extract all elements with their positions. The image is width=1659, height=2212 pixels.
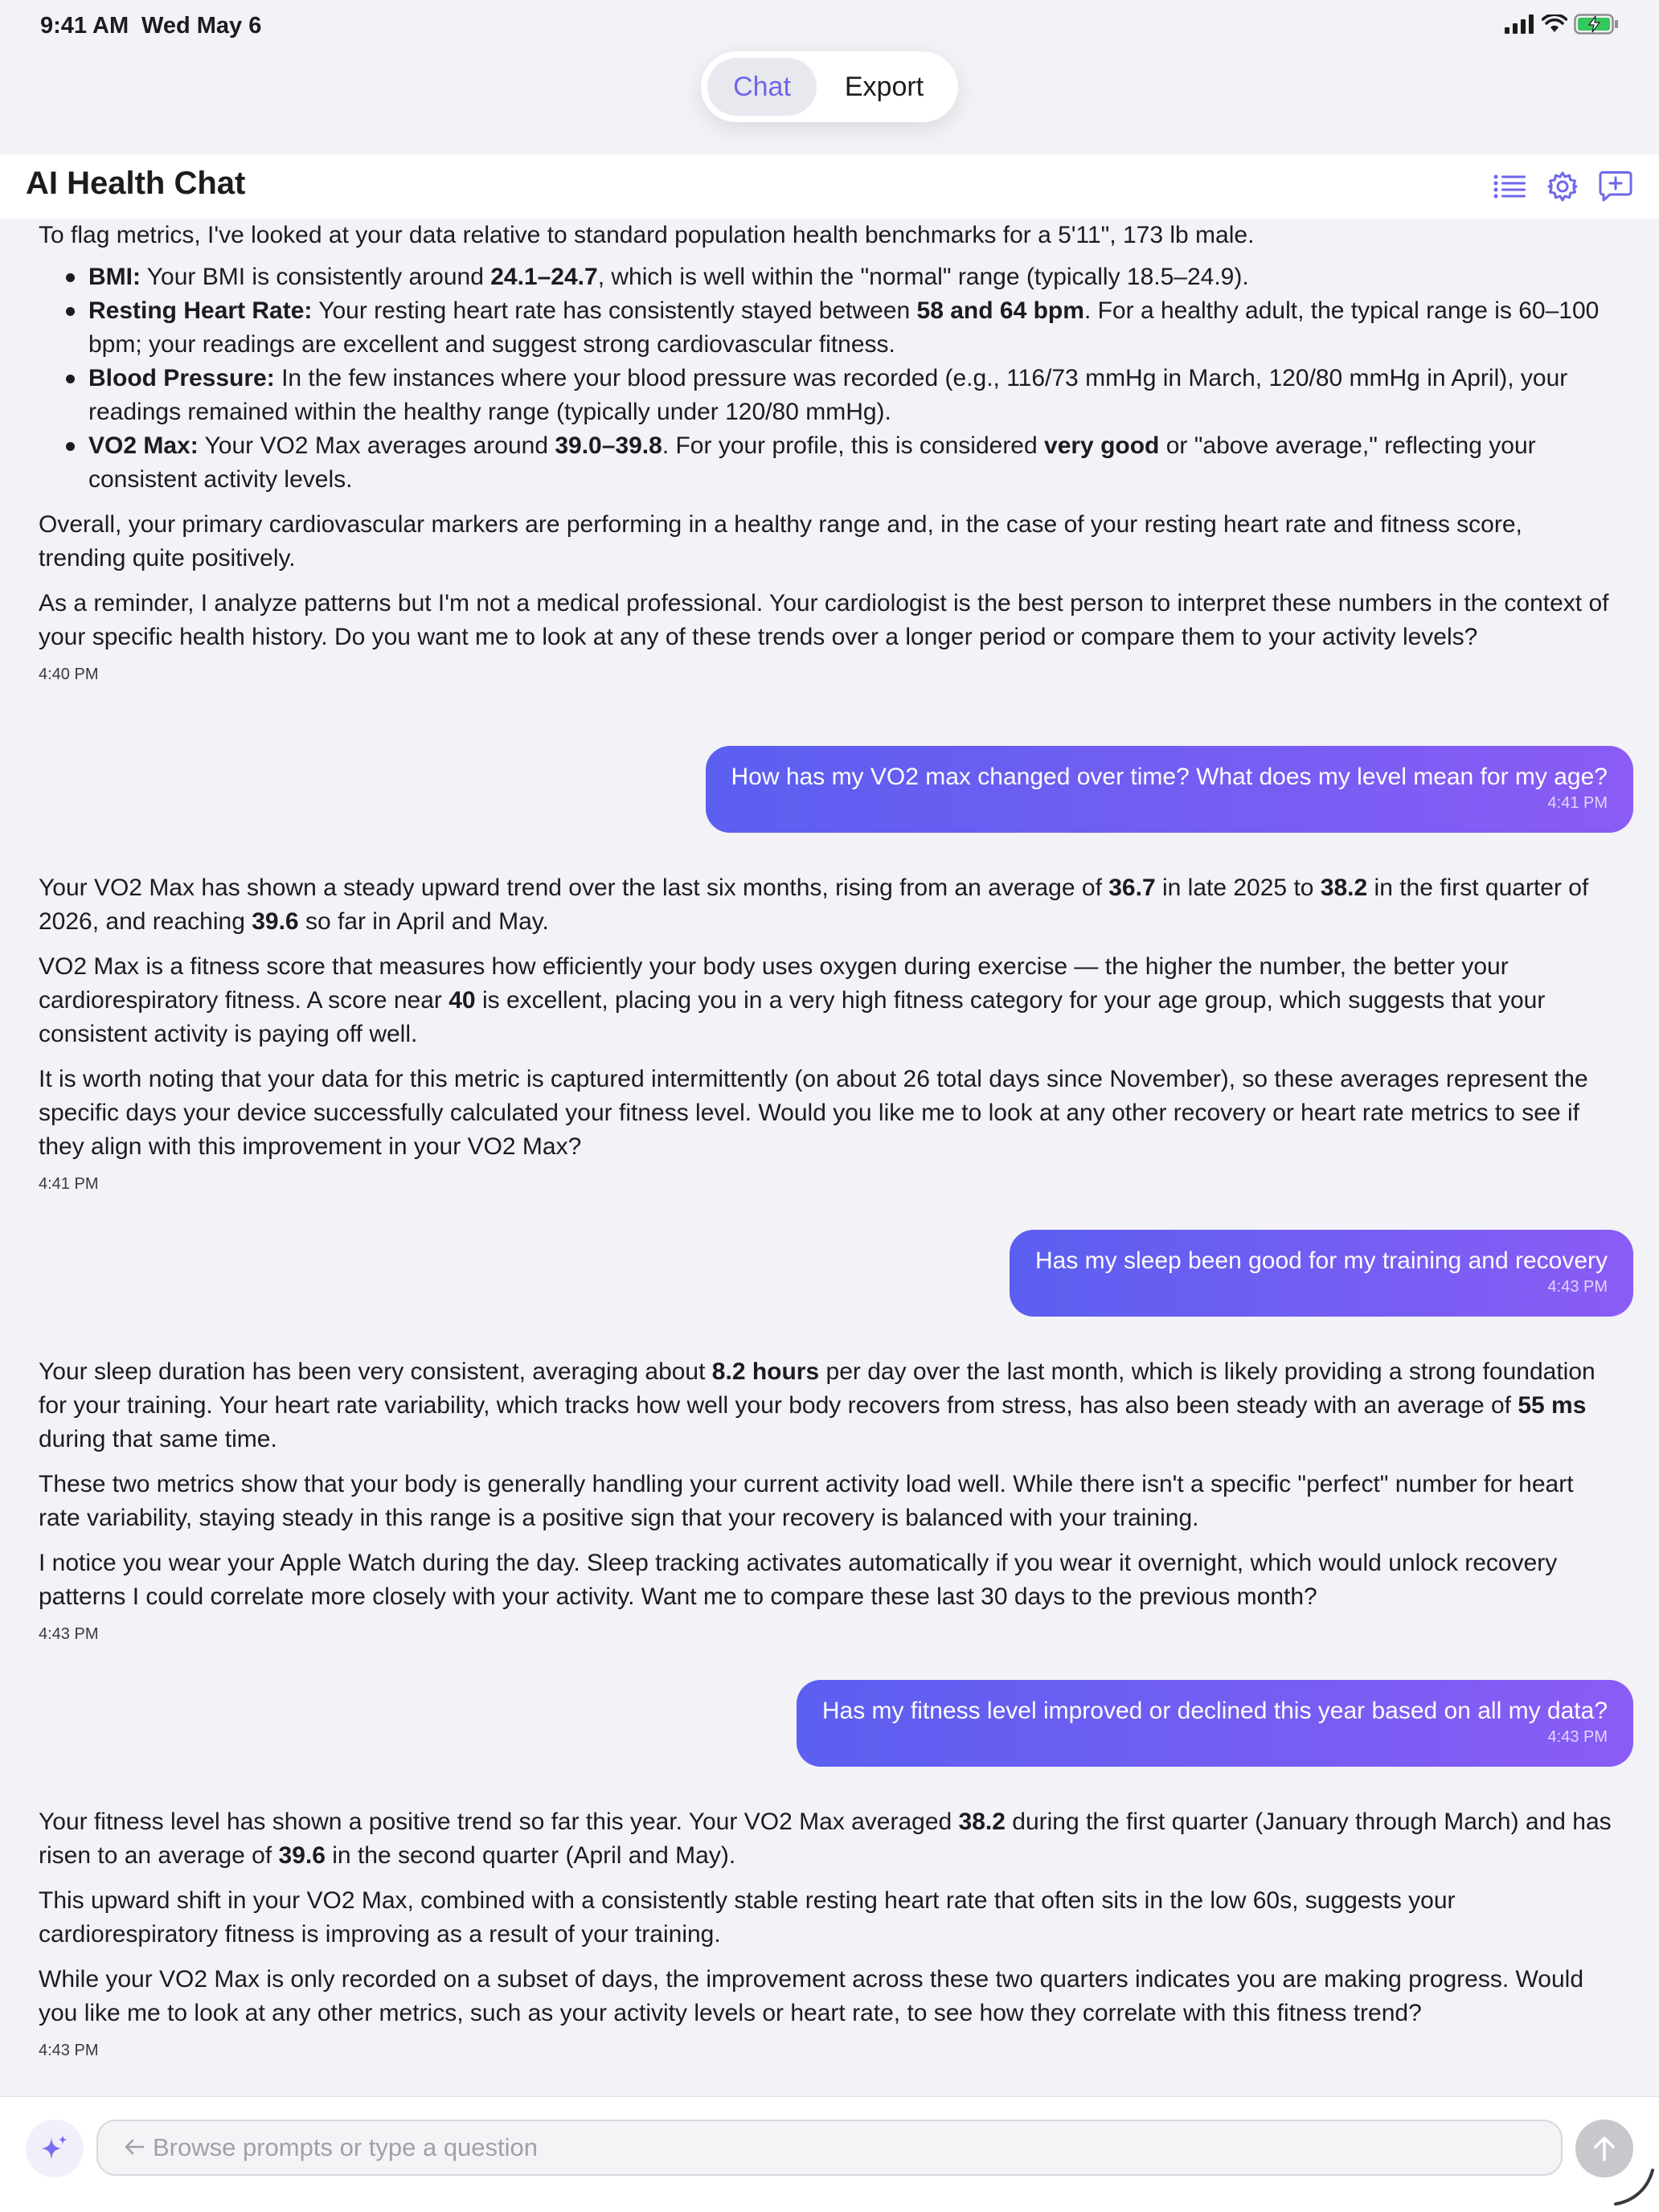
message-timestamp: 4:40 PM	[39, 666, 99, 683]
message-paragraph: As a reminder, I analyze patterns but I'm not a medical professional. Your cardiologist is the best person to interpret these numbers in the context of your specific health history. Do you want me to look at any of these trends over a longer period or compare them to your activity levels?	[39, 590, 1609, 650]
chat-header	[0, 154, 1659, 219]
input-placeholder: Browse prompts or type a question	[153, 2133, 539, 2161]
assistant-message	[39, 1355, 1614, 1651]
message-paragraph: To flag metrics, I've looked at your data relative to standard population health benchmarks for a 5'11", 173 lb male.	[39, 222, 1255, 248]
header-actions	[1492, 169, 1633, 204]
list-item: Resting Heart Rate: Your resting heart rate has consistently stayed between 58 and 64 bpm. For a healthy adult, the typical range is 60–100 bpm; your readings are excellent and suggest strong cardiovascular fitness.	[39, 294, 1614, 362]
message-timestamp: 4:41 PM	[39, 1175, 99, 1193]
message-paragraph: Your VO2 Max has shown a steady upward trend over the last six months, rising from an average of 36.7 in late 2025 to 38.2 in the first quarter of 2026, and reaching 39.6 so far in April and May.	[39, 875, 1589, 935]
arrow-up-icon	[1591, 2134, 1617, 2163]
battery-icon	[1574, 14, 1619, 35]
message-timestamp: 4:43 PM	[1547, 1278, 1608, 1296]
status-time: 9:41 AM	[40, 13, 129, 39]
message-timestamp: 4:43 PM	[1547, 1728, 1608, 1746]
sparkle-icon	[39, 2132, 71, 2165]
settings-button[interactable]	[1545, 169, 1580, 204]
new-chat-button[interactable]	[1598, 169, 1633, 204]
page-title: AI Health Chat	[26, 166, 246, 201]
message-paragraph: Your fitness level has shown a positive trend so far this year. Your VO2 Max averaged 38.2 during the first quarter (January through March) and has risen to an average of 39.6 in the second quarter (April and May).	[39, 1809, 1612, 1869]
message-paragraph: While your VO2 Max is only recorded on a subset of days, the improvement across these two quarters indicates you are making progress. Would you like me to look at any other metrics, such as your activity levels or heart rate, to see how they correlate with this fitness trend?	[39, 1966, 1584, 2026]
user-message	[797, 1680, 1633, 1767]
composer-bar	[0, 2096, 1659, 2212]
metric-list	[39, 260, 1614, 497]
chat-list-button[interactable]	[1492, 169, 1527, 204]
user-message-text: Has my sleep been good for my training and recovery	[1034, 1247, 1608, 1274]
signal-icon	[1505, 14, 1535, 34]
tab-chat[interactable]: Chat	[707, 58, 817, 116]
status-date: Wed May 6	[141, 13, 262, 39]
tab-export[interactable]: Export	[844, 71, 924, 102]
assistant-message	[39, 871, 1614, 1201]
assistant-message	[39, 1805, 1614, 2067]
list-item: Blood Pressure: In the few instances where your blood pressure was recorded (e.g., 116/73 mmHg in March, 120/80 mmHg in April), your readings remained within the healthy range (typically under 120/80 mmHg).	[39, 362, 1614, 429]
list-item: BMI: Your BMI is consistently around 24.1–24.7, which is well within the "normal" range (typically 18.5–24.9).	[39, 260, 1614, 294]
user-message-text: How has my VO2 max changed over time? What does my level mean for my age?	[731, 764, 1608, 790]
chat-transcript[interactable]	[0, 219, 1659, 2096]
message-paragraph: It is worth noting that your data for this metric is captured intermittently (on about 26 total days since November), so these averages represent the specific days your device successfully calculated your fitness level. Would you like me to look at any other recovery or heart rate metrics to see if they align with this improvement in your VO2 Max?	[39, 1066, 1588, 1160]
wifi-icon	[1542, 14, 1567, 34]
chat-export-switcher	[701, 51, 958, 122]
message-paragraph: VO2 Max is a fitness score that measures how efficiently your body uses oxygen during exercise — the higher the number, the better your cardiorespiratory fitness. A score near 40 is excellent, placing you in a very high fitness category for your age group, which suggests that your consistent activity is paying off well.	[39, 953, 1546, 1047]
message-timestamp: 4:43 PM	[39, 1625, 99, 1643]
user-message	[706, 746, 1633, 833]
user-message	[1010, 1230, 1633, 1317]
message-input[interactable]	[96, 2120, 1563, 2176]
status-icons	[1505, 14, 1619, 35]
assistant-message	[39, 219, 1614, 691]
list-icon	[1493, 174, 1526, 199]
message-paragraph: Your sleep duration has been very consistent, averaging about 8.2 hours per day over the last month, which is likely providing a strong foundation for your training. Your heart rate variability, which tracks how well your body recovers from stress, has also been steady with an average of 55 ms during that same time.	[39, 1358, 1596, 1452]
arrow-left-icon	[124, 2133, 145, 2162]
gear-icon	[1546, 170, 1579, 203]
user-message-text: Has my fitness level improved or declined this year based on all my data?	[821, 1698, 1608, 1724]
list-item: VO2 Max: Your VO2 Max averages around 39.0–39.8. For your profile, this is considered very good or "above average," reflecting your consistent activity levels.	[39, 429, 1614, 497]
message-paragraph: This upward shift in your VO2 Max, combined with a consistently stable resting heart rate that often sits in the low 60s, suggests your cardiorespiratory fitness is improving as a result of your training.	[39, 1887, 1456, 1948]
message-paragraph: I notice you wear your Apple Watch during the day. Sleep tracking activates automatically if you wear it overnight, which would unlock recovery patterns I could correlate more closely with your activity. Want me to compare these last 30 days to the previous month?	[39, 1550, 1558, 1610]
message-paragraph: These two metrics show that your body is generally handling your current activity load well. While there isn't a specific "perfect" number for heart rate variability, staying steady in this range is a positive sign that your recovery is balanced with your training.	[39, 1471, 1574, 1531]
message-timestamp: 4:41 PM	[1547, 794, 1608, 812]
message-timestamp: 4:43 PM	[39, 2042, 99, 2059]
status-bar	[0, 0, 1659, 51]
prompt-suggestions-button[interactable]	[26, 2120, 84, 2177]
message-paragraph: Overall, your primary cardiovascular markers are performing in a healthy range and, in the case of your resting heart rate and fitness score, trending quite positively.	[39, 511, 1522, 571]
new-chat-icon	[1599, 170, 1632, 203]
resize-handle-icon[interactable]	[1611, 2162, 1656, 2207]
